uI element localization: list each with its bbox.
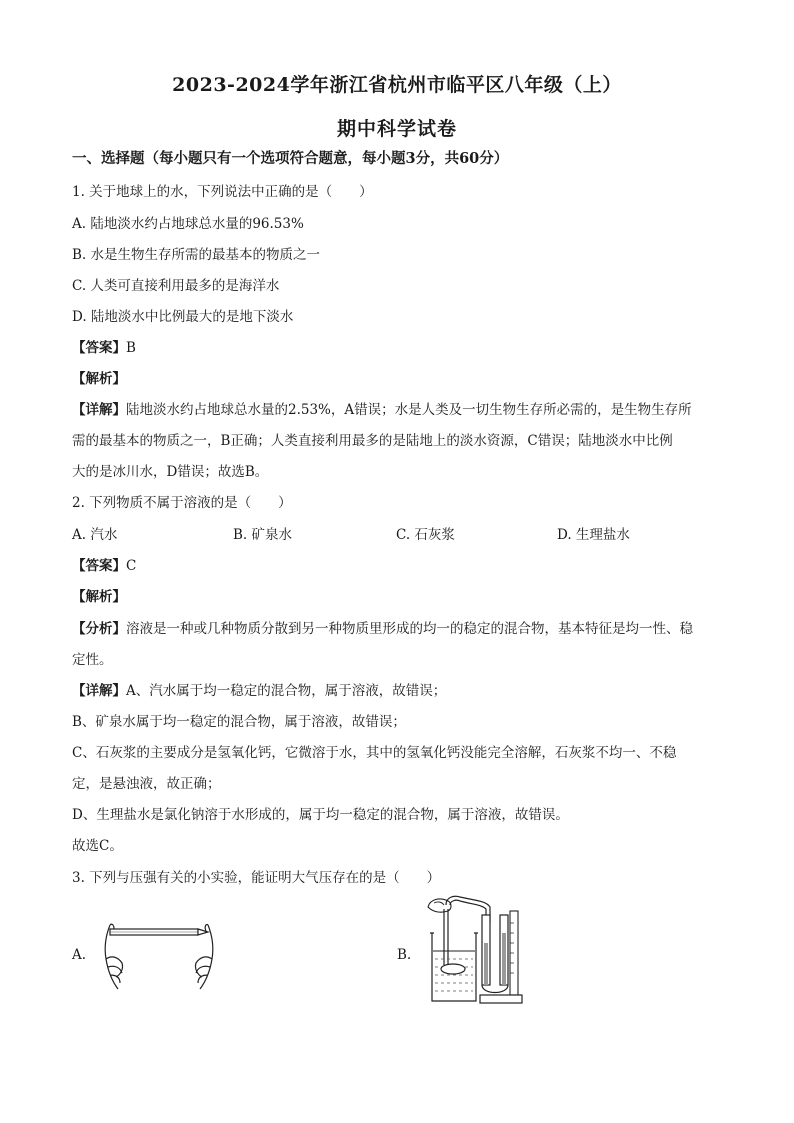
q2-detail-line-4: 定，是悬浊液，故正确； (72, 776, 221, 792)
u-tube-manometer-beaker-figure (420, 893, 525, 1008)
q2-detail-line-5: D、生理盐水是氯化钠溶于水形成的，属于均一稳定的混合物，属于溶液，故错误。 (72, 807, 569, 823)
q1-option-c: C. 人类可直接利用最多的是海洋水 (72, 278, 280, 294)
section-heading: 一、选择题（每小题只有一个选项符合题意，每小题3分，共60分） (72, 150, 509, 167)
q2-fenxi-line-2: 定性。 (72, 652, 113, 668)
q1-stem: 1. 关于地球上的水，下列说法中正确的是（ ） (72, 184, 373, 200)
q1-detail-line-2: 需的最基本的物质之一，B正确；人类直接利用最多的是陆地上的淡水资源，C错误；陆地淡水中比例 (72, 433, 673, 449)
q2-option-a: A. 汽水 (72, 527, 118, 543)
q1-answer (72, 339, 136, 357)
q1-option-b: B. 水是生物生存所需的最基本的物质之一 (72, 247, 321, 263)
q1-detail-line-3: 大的是冰川水，D错误；故选B。 (72, 464, 269, 480)
q2-option-c: C. 石灰浆 (396, 527, 455, 543)
exam-subtitle: 期中科学试卷 (336, 118, 457, 140)
fenxi-tag: 【分析】 (72, 621, 126, 637)
detail-tag: 【详解】 (72, 683, 126, 699)
q3-option-b-label: B. (397, 947, 412, 963)
q2-stem: 2. 下列物质不属于溶液的是（ ） (72, 495, 292, 511)
q2-detail-line-1 (72, 682, 446, 700)
detail-text: 陆地淡水约占地球总水量的2.53%，A错误；水是人类及一切生物生存所必需的，是生物生存所 (126, 402, 692, 418)
q2-fenxi-line-1 (72, 620, 693, 638)
q2-detail-line-2: B、矿泉水属于均一稳定的混合物，属于溶液，故错误； (72, 714, 406, 730)
q2-answer (72, 557, 136, 575)
answer-tag: 【答案】 (72, 340, 126, 356)
q2-detail-line-6: 故选C。 (72, 838, 123, 854)
q1-detail-line-1 (72, 401, 692, 419)
q3-stem: 3. 下列与压强有关的小实验，能证明大气压存在的是（ ） (72, 870, 441, 886)
q3-option-a-label: A. (72, 947, 87, 963)
answer-value: C (126, 558, 137, 574)
q2-detail-line-3: C、石灰浆的主要成分是氢氧化钙，它微溶于水，其中的氢氧化钙没能完全溶解，石灰浆不均一、不稳 (72, 745, 677, 761)
answer-tag: 【答案】 (72, 558, 126, 574)
detail-tag: 【详解】 (72, 402, 126, 418)
detail-text: A、汽水属于均一稳定的混合物，属于溶液，故错误； (126, 683, 447, 699)
q1-option-d: D. 陆地淡水中比例最大的是地下淡水 (72, 309, 294, 325)
q1-option-a: A. 陆地淡水约占地球总水量的96.53% (72, 216, 304, 232)
answer-value: B (126, 340, 136, 356)
fenxi-text: 溶液是一种或几种物质分散到另一种物质里形成的均一的稳定的混合物，基本特征是均一性、稳 (126, 621, 693, 637)
q2-option-d: D. 生理盐水 (557, 527, 630, 543)
q1-analysis-tag: 【解析】 (72, 371, 126, 387)
q2-analysis-tag: 【解析】 (72, 589, 126, 605)
q2-option-b: B. 矿泉水 (233, 527, 293, 543)
exam-title: 2023-2024学年浙江省杭州市临平区八年级（上） (172, 74, 622, 96)
pencil-pressed-by-fingers-figure (98, 915, 224, 995)
